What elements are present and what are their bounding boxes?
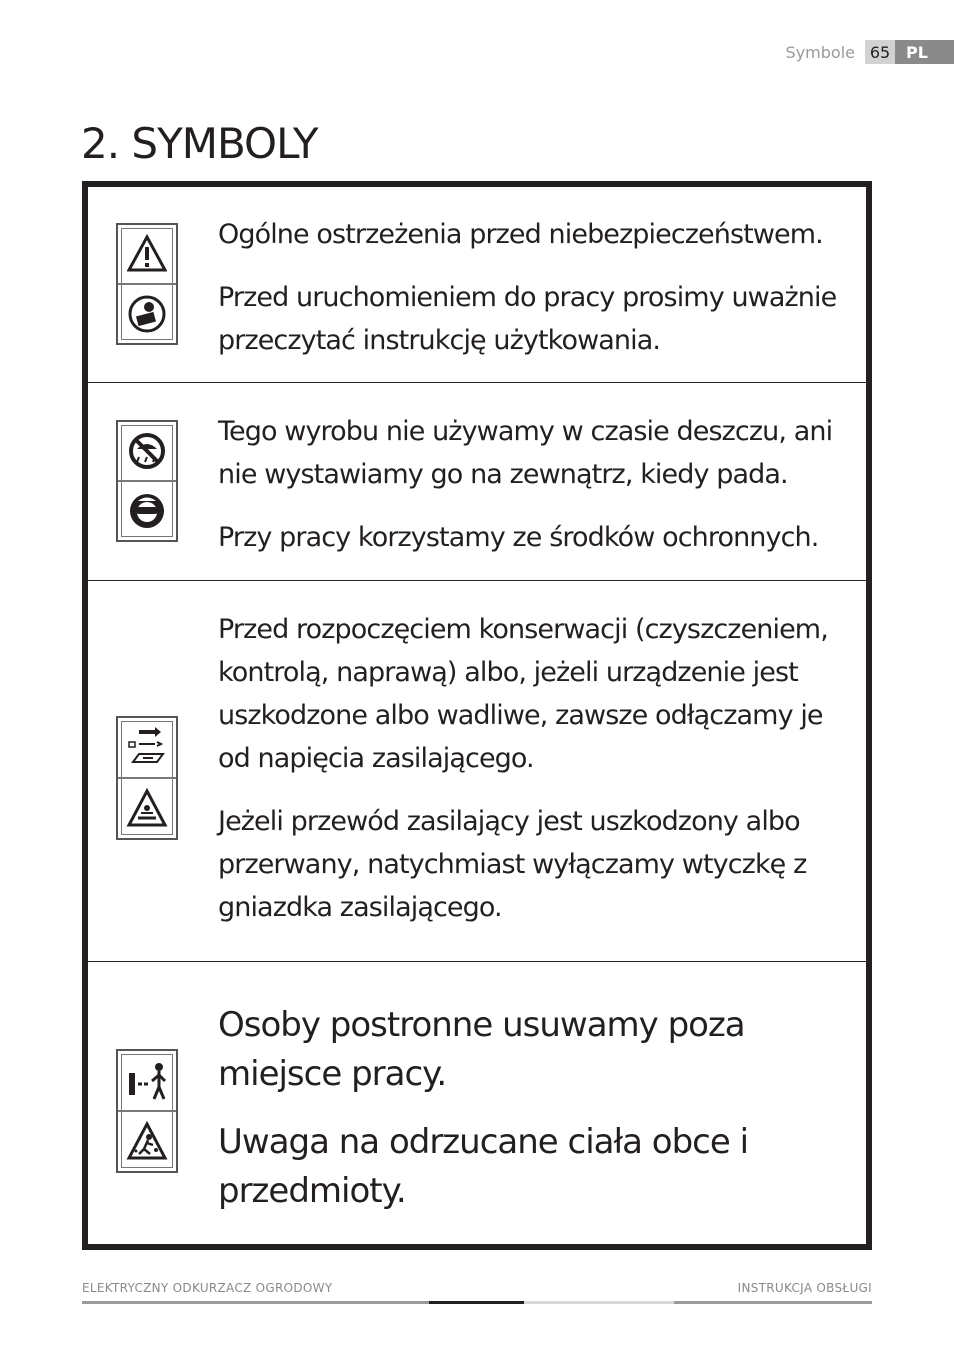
symbol-description <box>218 608 862 929</box>
paragraph: Uwaga na odrzucane ciała obce i przedmioty. <box>218 1122 749 1211</box>
paragraph: Przy pracy korzystamy ze środków ochronnych. <box>218 522 819 553</box>
read-manual-icon <box>118 285 176 343</box>
symbol-description <box>218 410 862 559</box>
paragraph: Jeżeli przewód zasilający jest uszkodzony albo przerwany, natychmiast wyłączamy wtyczkę z gniazdka zasilającego. <box>218 806 807 923</box>
paragraph: Przed uruchomieniem do pracy prosimy uważnie przeczytać instrukcję użytkowania. <box>218 282 837 356</box>
page-title: 2. SYMBOLY <box>81 119 318 168</box>
symbol-icon-group <box>116 223 178 345</box>
section-name: Symbole <box>785 42 855 62</box>
footer-doc-type: INSTRUKCJA OBSŁUGI <box>737 1281 872 1295</box>
footer-divider <box>429 1301 524 1304</box>
symbol-row <box>88 961 866 1244</box>
protective-gear-icon <box>118 482 176 540</box>
thrown-objects-icon <box>118 1112 176 1171</box>
footer-divider <box>82 1301 429 1304</box>
paragraph: Ogólne ostrzeżenia przed niebezpieczeństwem. <box>218 219 823 250</box>
footer-divider <box>674 1301 872 1304</box>
symbols-table <box>82 181 872 1250</box>
symbol-icon-group <box>116 716 178 840</box>
symbol-row <box>88 187 866 383</box>
language-tag: PL <box>895 40 954 64</box>
symbol-icon-group <box>116 1049 178 1173</box>
symbol-description <box>218 213 862 362</box>
paragraph: Tego wyrobu nie używamy w czasie deszczu, ani nie wystawiamy go na zewnątrz, kiedy pada. <box>218 416 833 490</box>
page-header <box>786 40 954 64</box>
unplug-icon <box>118 718 176 779</box>
symbol-row <box>88 382 866 581</box>
footer-divider <box>524 1301 674 1304</box>
footer-product-name: ELEKTRYCZNY ODKURZACZ OGRODOWY <box>82 1281 333 1295</box>
page-number: 65 <box>865 40 895 64</box>
cable-hazard-icon <box>118 779 176 838</box>
symbol-icon-group <box>116 420 178 542</box>
paragraph: Osoby postronne usuwamy poza miejsce pracy. <box>218 1005 745 1094</box>
paragraph: Przed rozpoczęciem konserwacji (czyszczeniem, kontrolą, naprawą) albo, jeżeli urządzenie jest uszkodzone albo wadliwe, zawsze odłączamy je od napięcia zasilającego. <box>218 614 828 774</box>
warning-triangle-icon <box>118 225 176 285</box>
symbol-row <box>88 580 866 962</box>
symbol-description <box>218 1001 862 1216</box>
keep-distance-icon <box>118 1051 176 1112</box>
no-rain-icon <box>118 422 176 482</box>
